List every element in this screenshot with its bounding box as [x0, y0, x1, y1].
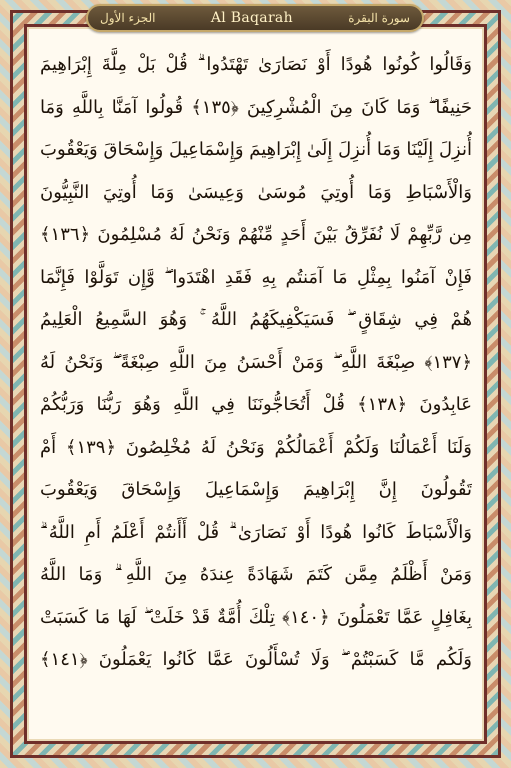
- text-line-8: ﴿١٣٧﴾ صِبْغَةَ اللَّهِ ۖ وَمَنْ أَحْسَنُ مِنَ اللَّهِ صِبْغَةً ۖ وَنَحْنُ لَهُ: [40, 351, 472, 373]
- page-title: Al Baqarah: [210, 10, 293, 26]
- text-line-1: وَقَالُوا كُونُوا هُودًا أَوْ نَصَارَىٰ تَهْتَدُوا ۗ قُلْ بَلْ مِلَّةَ إِبْرَاهِيمَ: [40, 54, 472, 75]
- surah-name: سورة البقرة: [348, 11, 410, 25]
- text-line-9: عَابِدُونَ ﴿١٣٨﴾ قُلْ أَتُحَاجُّونَنَا فِي اللَّهِ وَهُوَ رَبُّنَا وَرَبُّكُمْ: [40, 394, 472, 415]
- text-line-2: حَنِيفًا ۖ وَمَا كَانَ مِنَ الْمُشْرِكِينَ ﴿١٣٥﴾ قُولُوا آمَنَّا بِاللَّهِ وَمَا: [40, 96, 472, 118]
- text-line-12: وَالْأَسْبَاطَ كَانُوا هُودًا أَوْ نَصَارَىٰ ۗ قُلْ أَأَنتُمْ أَعْلَمُ أَمِ اللَّهُ ۗ: [40, 521, 472, 543]
- text-line-3: أُنزِلَ إِلَيْنَا وَمَا أُنزِلَ إِلَىٰ إِبْرَاهِيمَ وَإِسْمَاعِيلَ وَإِسْحَاقَ وَيَعْقُوبَ: [40, 139, 472, 160]
- text-line-7: هُمْ فِي شِقَاقٍ ۖ فَسَيَكْفِيكَهُمُ اللَّهُ ۚ وَهُوَ السَّمِيعُ الْعَلِيمُ: [40, 309, 472, 330]
- verses-text: [40, 44, 472, 724]
- text-line-6: فَإِنْ آمَنُوا بِمِثْلِ مَا آمَنتُم بِهِ فَقَدِ اهْتَدَوا ۖ وَّإِن تَوَلَّوْا فَإِنَّمَا: [40, 266, 472, 288]
- text-line-10: وَلَنَا أَعْمَالُنَا وَلَكُمْ أَعْمَالُكُمْ وَنَحْنُ لَهُ مُخْلِصُونَ ﴿١٣٩﴾ أَمْ: [40, 436, 472, 458]
- text-line-13: وَمَنْ أَظْلَمُ مِمَّن كَتَمَ شَهَادَةً عِندَهُ مِنَ اللَّهِ ۗ وَمَا اللَّهُ: [40, 564, 472, 585]
- juz-label: الجزء الأول: [100, 11, 156, 25]
- text-line-4: وَالْأَسْبَاطِ وَمَا أُوتِيَ مُوسَىٰ وَعِيسَىٰ وَمَا أُوتِيَ النَّبِيُّونَ: [40, 181, 472, 203]
- page-header: [86, 4, 424, 32]
- text-line-15: وَلَكُم مَّا كَسَبْتُمْ ۖ وَلَا تُسْأَلُونَ عَمَّا كَانُوا يَعْمَلُونَ ﴿١٤١﴾: [40, 649, 472, 670]
- text-line-14: بِغَافِلٍ عَمَّا تَعْمَلُونَ ﴿١٤٠﴾ تِلْكَ أُمَّةٌ قَدْ خَلَتْ ۖ لَهَا مَا كَسَبَتْ: [40, 606, 472, 628]
- text-line-5: مِن رَّبِّهِمْ لَا نُفَرِّقُ بَيْنَ أَحَدٍ مِّنْهُمْ وَنَحْنُ لَهُ مُسْلِمُونَ ﴿١٣٦﴾: [40, 224, 472, 245]
- text-line-11: تَقُولُونَ إِنَّ إِبْرَاهِيمَ وَإِسْمَاعِيلَ وَإِسْحَاقَ وَيَعْقُوبَ: [40, 479, 472, 500]
